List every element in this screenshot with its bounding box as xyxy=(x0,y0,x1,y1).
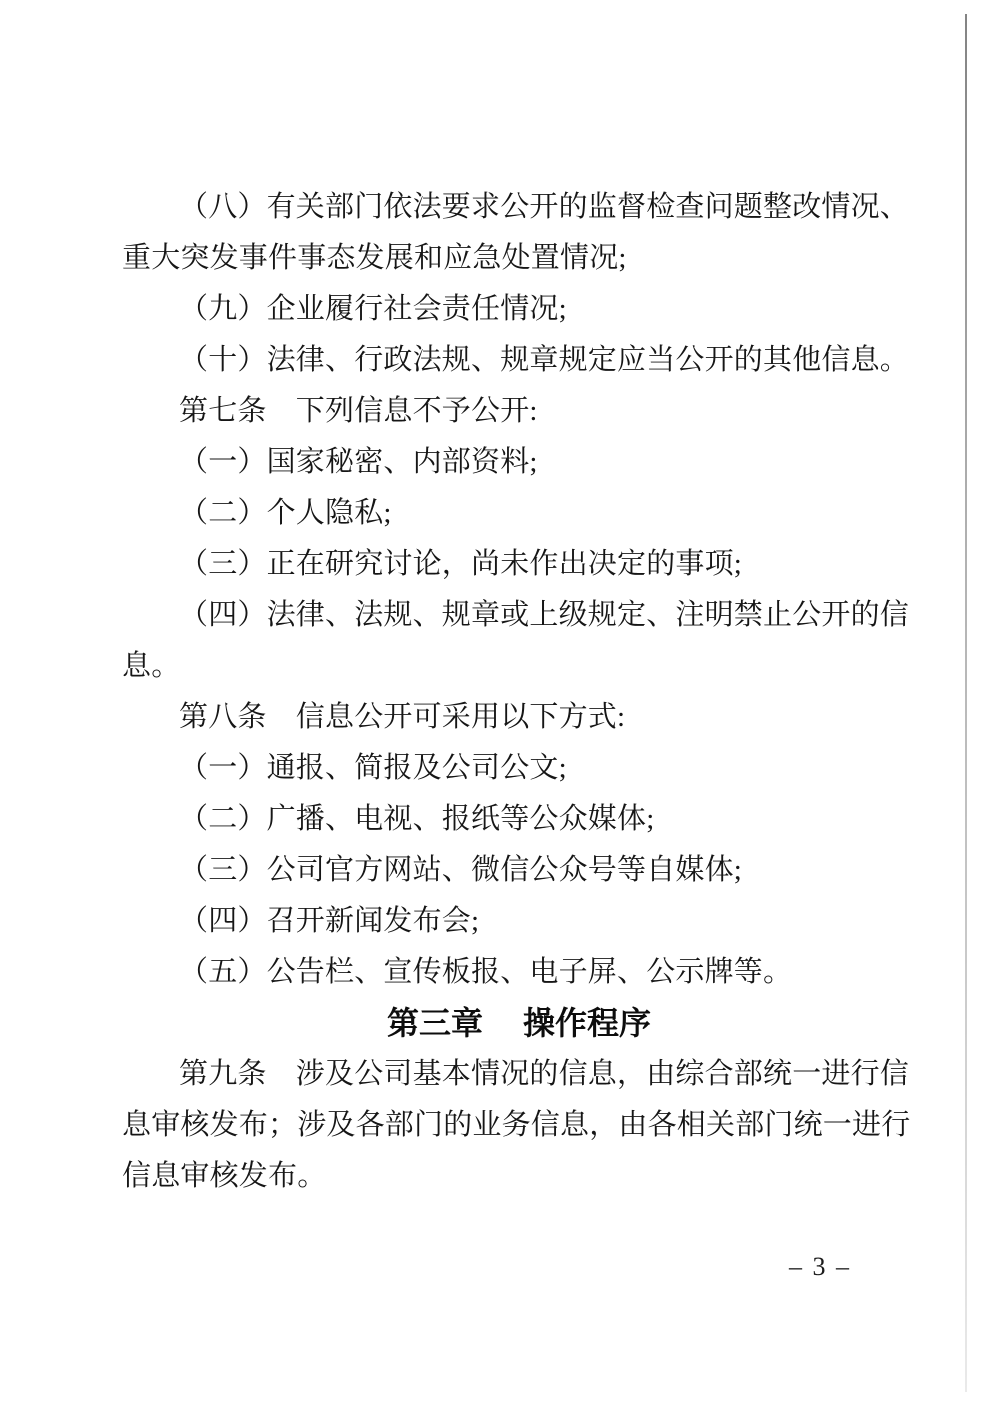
text-line: 息。 xyxy=(122,650,181,682)
text-line: （四）召开新闻发布会; xyxy=(179,905,480,937)
text-line: （十）法律、行政法规、规章规定应当公开的其他信息。 xyxy=(179,344,910,376)
text-line: （一）国家秘密、内部资料; xyxy=(179,446,538,478)
text-line: （九）企业履行社会责任情况; xyxy=(179,293,567,325)
chapter-heading: 第三章 操作程序 xyxy=(386,1005,651,1041)
text-line: （二）广播、电视、报纸等公众媒体; xyxy=(179,803,655,835)
text-line: （八）有关部门依法要求公开的监督检查问题整改情况、 xyxy=(179,191,910,223)
document-body xyxy=(122,182,911,1202)
text-line: （三）公司官方网站、微信公众号等自媒体; xyxy=(179,854,743,886)
text-line: 息审核发布；涉及各部门的业务信息，由各相关部门统一进行 xyxy=(122,1109,911,1141)
text-line: （一）通报、简报及公司公文; xyxy=(179,752,567,784)
text-line: 重大突发事件事态发展和应急处置情况; xyxy=(122,242,627,274)
text-line: 第八条 信息公开可采用以下方式: xyxy=(179,701,626,733)
page-number: – 3 – xyxy=(789,1252,851,1281)
scan-artifact-line xyxy=(965,14,967,1392)
text-line: 第七条 下列信息不予公开: xyxy=(179,395,538,427)
text-line: 信息审核发布。 xyxy=(122,1160,327,1192)
text-line: （四）法律、法规、规章或上级规定、注明禁止公开的信 xyxy=(179,599,910,631)
text-line: （三）正在研究讨论，尚未作出决定的事项; xyxy=(179,548,743,580)
text-line: （五）公告栏、宣传板报、电子屏、公示牌等。 xyxy=(179,956,793,988)
text-line: （二）个人隐私; xyxy=(179,497,392,529)
text-line: 第九条 涉及公司基本情况的信息，由综合部统一进行信 xyxy=(179,1058,910,1090)
